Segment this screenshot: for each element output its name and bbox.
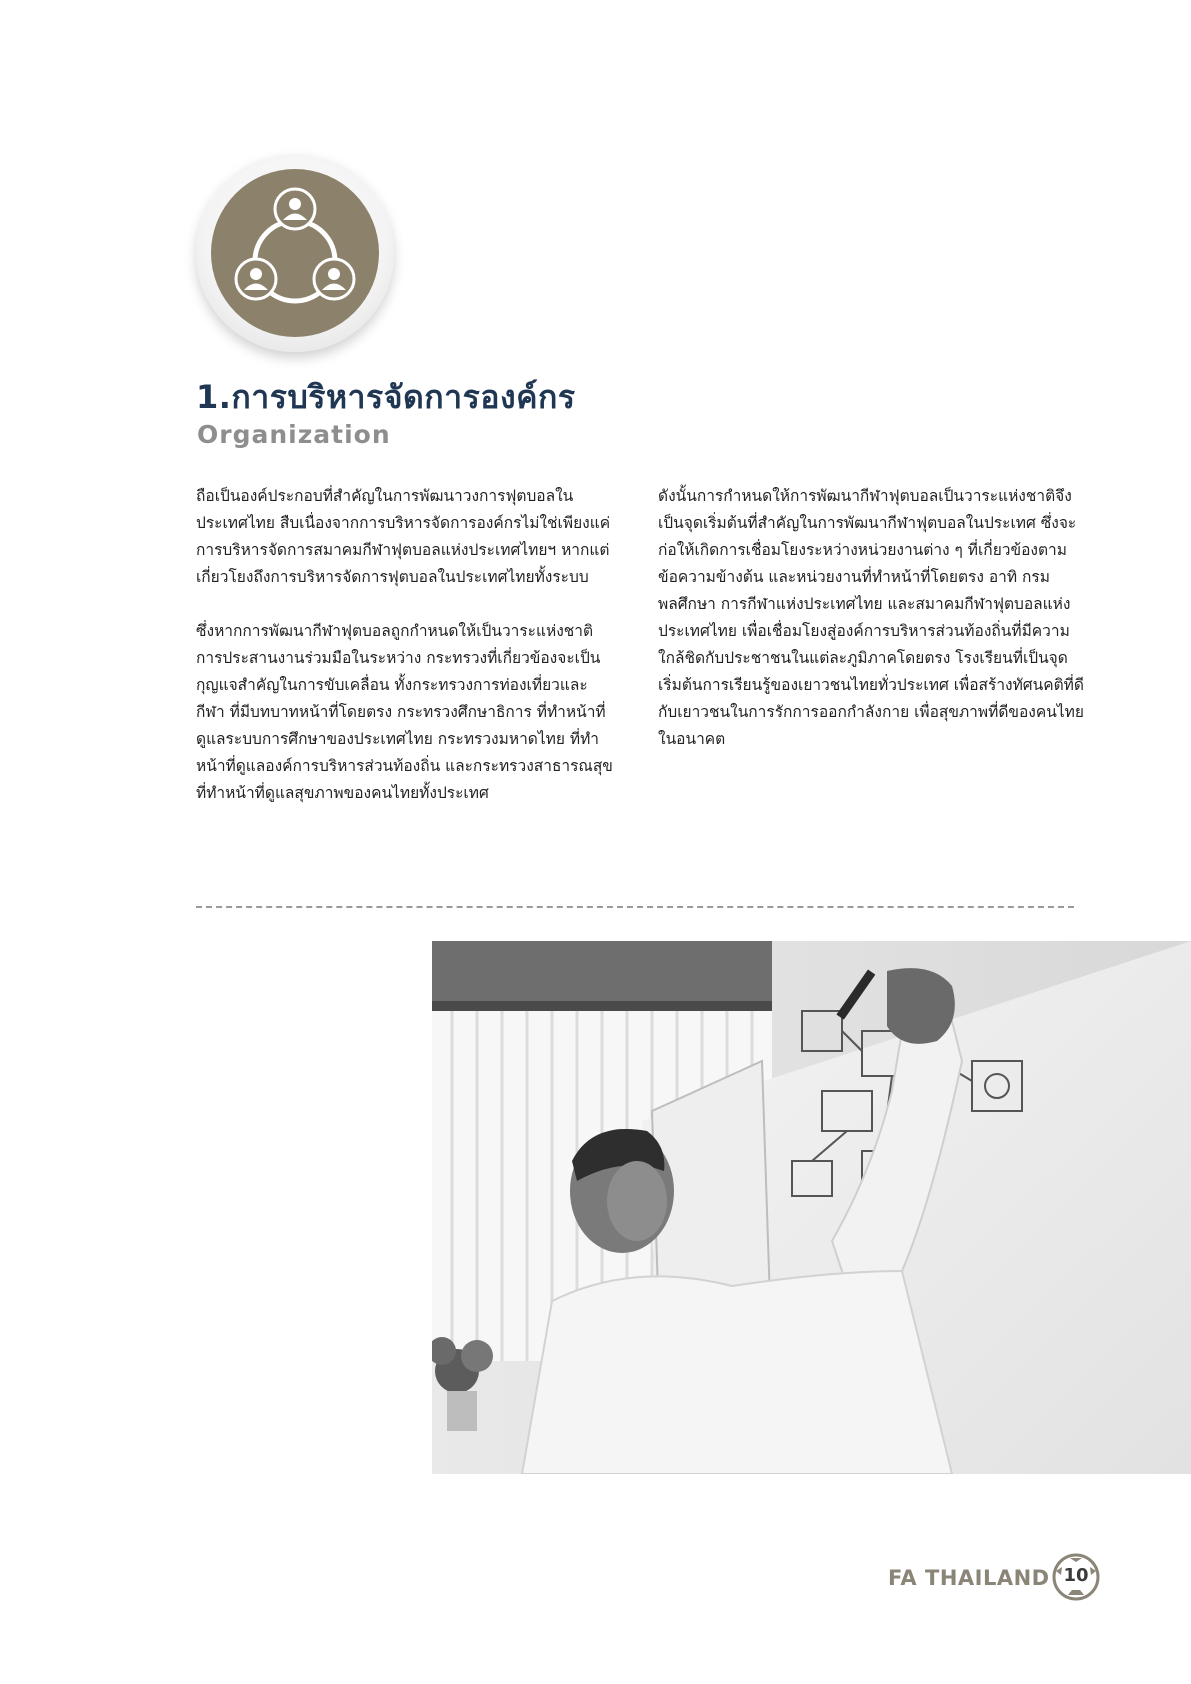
page-number: 10 xyxy=(1063,1565,1089,1586)
section-title-thai: 1.การบริหารจัดการองค์กร xyxy=(196,378,576,416)
whiteboard-photo xyxy=(432,941,1191,1474)
body-paragraph: ถือเป็นองค์ประกอบที่สำคัญในการพัฒนาวงการฟุตบอลในประเทศไทย สืบเนื่องจากการบริหารจัดการองค์กรไม่ใช่เพียงแค่การบริหารจัดการสมาคมกีฬาฟุตบอลแห่งประเทศไทยฯ หากแต่เกี่ยวโยงถึงการบริหารจัดการฟุตบอลในประเทศไทยทั้งระบบ xyxy=(196,487,611,586)
organization-network-icon xyxy=(211,169,379,337)
body-paragraph: ซึ่งหากการพัฒนากีฬาฟุตบอลถูกกำหนดให้เป็นวาระแห่งชาติ การประสานงานร่วมมือในระหว่าง กระทรวงที่เกี่ยวข้องจะเป็นกุญแจสำคัญในการขับเคลื่อน ทั้งกระทรวงการท่องเที่ยวและกีฬา ที่มีบทบาทหน้าที่โดยตรง กระทรวงศึกษาธิการ ที่ทำหน้าที่ดูแลระบบการศึกษาของประเทศไทย กระทรวงมหาดไทย ที่ทำหน้าที่ดูแลองค์การบริหารส่วนท้องถิ่น และกระทรวงสาธารณสุข ที่ทำหน้าที่ดูแลสุขภาพของคนไทยทั้งประเทศ xyxy=(196,622,613,802)
body-column-left xyxy=(196,483,616,807)
page-number-badge xyxy=(1052,1553,1100,1601)
section-icon-badge xyxy=(196,154,394,352)
body-paragraph: ดังนั้นการกำหนดให้การพัฒนากีฬาฟุตบอลเป็นวาระแห่งชาติจึงเป็นจุดเริ่มต้นที่สำคัญในการพัฒนากีฬาฟุตบอลในประเทศ ซึ่งจะก่อให้เกิดการเชื่อมโยงระหว่างหน่วยงานต่าง ๆ ที่เกี่ยวข้องตามข้อความข้างต้น และหน่วยงานที่ทำหน้าที่โดยตรง อาทิ กรมพลศึกษา การกีฬาแห่งประเทศไทย และสมาคมกีฬาฟุตบอลแห่งประเทศไทย เพื่อเชื่อมโยงสู่องค์การบริหารส่วนท้องถิ่นที่มีความใกล้ชิดกับประชาชนในแต่ละภูมิภาคโดยตรง โรงเรียนที่เป็นจุดเริ่มต้นการเรียนรู้ของเยาวชนไทยทั่วประเทศ เพื่อสร้างทัศนคติที่ดีกับเยาวชนในการรักการออกกำลังกาย เพื่อสุขภาพที่ดีของคนไทยในอนาคต xyxy=(658,487,1084,748)
section-title-english: Organization xyxy=(197,420,391,449)
body-column-right xyxy=(658,483,1088,753)
dashed-divider xyxy=(196,906,1074,908)
footer-brand: FA THAILAND xyxy=(888,1566,1050,1590)
